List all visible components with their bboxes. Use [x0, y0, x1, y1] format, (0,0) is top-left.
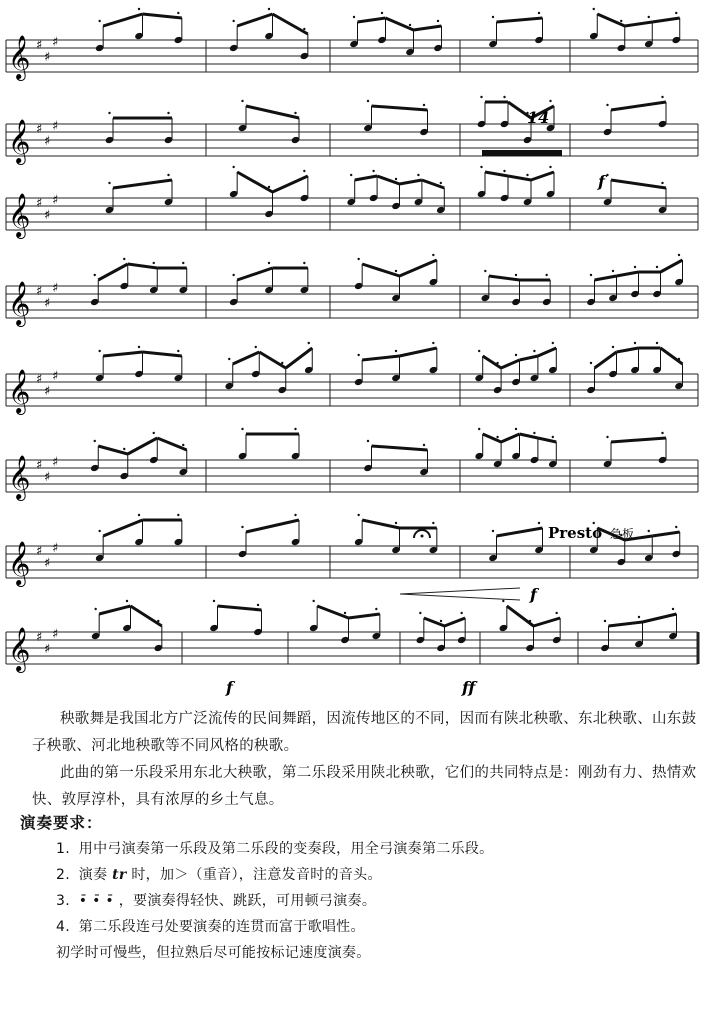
staccato-dot: [432, 342, 434, 344]
staccato-dot: [478, 428, 480, 430]
staccato-dot: [123, 448, 125, 450]
staccato-dot: [138, 514, 140, 516]
sharp-icon: ♯: [36, 458, 43, 473]
staccato-dot: [350, 174, 352, 176]
staccato-dot: [367, 440, 369, 442]
beam: [489, 276, 520, 280]
staccato-dot: [167, 112, 169, 114]
beam: [445, 618, 466, 626]
requirement-text: 用中弓演奏第一乐段及第二乐段的变奏段，用全弓演奏第二乐段。: [78, 841, 494, 857]
requirement-item-3: [56, 888, 493, 914]
sharp-icon: ♯: [52, 369, 59, 384]
staccato-dot: [395, 350, 397, 352]
beam: [349, 614, 380, 618]
staccato-dot: [98, 350, 100, 352]
staccato-dot: [108, 182, 110, 184]
staccato-dot: [268, 262, 270, 264]
staccato-dot: [672, 608, 674, 610]
beam: [103, 14, 142, 26]
staccato-dot: [648, 530, 650, 532]
beam: [507, 606, 534, 626]
beam: [372, 106, 428, 110]
treble-clef-icon: 𝄞: [8, 119, 31, 163]
beam: [661, 260, 683, 272]
beam: [273, 14, 308, 34]
staccato-dot: [432, 522, 434, 524]
staccato-dot: [593, 8, 595, 10]
staccato-dot: [612, 346, 614, 348]
beam: [131, 606, 162, 626]
staccato-dot: [503, 96, 505, 98]
beam: [128, 264, 158, 268]
staccato-dot: [232, 166, 234, 168]
beam: [483, 356, 501, 368]
sharp-icon: ♯: [36, 196, 43, 211]
treble-clef-icon: 𝄞: [8, 369, 31, 413]
staccato-dot: [515, 428, 517, 430]
dynamic-ff: ff: [462, 678, 476, 697]
staccato-dot: [440, 182, 442, 184]
staccato-dot: [648, 16, 650, 18]
staccato-dot: [460, 612, 462, 614]
beam: [520, 356, 538, 360]
beam: [362, 356, 399, 360]
staccato-dot: [437, 20, 439, 22]
score-labels: [225, 108, 634, 697]
beam: [218, 606, 262, 610]
beam: [143, 352, 182, 356]
staccato-dot: [177, 514, 179, 516]
treble-clef-icon: 𝄞: [8, 541, 31, 585]
requirements-heading: 演奏要求：: [20, 814, 103, 832]
staccato-dot: [312, 600, 314, 602]
staccato-dot: [480, 166, 482, 168]
beam: [643, 614, 677, 622]
staccato-dot: [367, 100, 369, 102]
staccato-dot: [612, 270, 614, 272]
trill-symbol: tr: [112, 867, 127, 883]
staccato-dot: [153, 432, 155, 434]
beam: [317, 606, 348, 618]
staccato-dot: [98, 20, 100, 22]
beam: [358, 18, 386, 22]
beam: [611, 102, 666, 110]
beam: [617, 348, 639, 352]
sharp-icon: ♯: [44, 134, 51, 149]
staccato-dot: [94, 274, 96, 276]
beam: [400, 260, 437, 276]
sharp-icon: ♯: [52, 455, 59, 470]
beam: [362, 264, 399, 276]
beam: [414, 26, 442, 30]
sharp-icon: ♯: [52, 119, 59, 134]
beam: [661, 348, 683, 364]
staccato-dot: [634, 266, 636, 268]
staccato-dot: [228, 358, 230, 360]
staccato-dot: [552, 436, 554, 438]
beam: [625, 22, 653, 26]
beam: [372, 446, 428, 450]
staccato-dot: [303, 262, 305, 264]
staccato-dot: [232, 20, 234, 22]
sharp-icon: ♯: [36, 372, 43, 387]
tempo-cn: 急板: [610, 527, 635, 541]
staccato-dot: [395, 522, 397, 524]
sharp-icon: ♯: [44, 384, 51, 399]
staccato-dot: [241, 526, 243, 528]
treble-clefs: [8, 35, 58, 673]
dynamic-f-3: f: [226, 678, 233, 697]
staccato-dot: [182, 444, 184, 446]
beam: [99, 606, 130, 614]
staccato-dot: [241, 428, 243, 430]
staccato-dot: [357, 354, 359, 356]
beam: [113, 180, 172, 188]
notes: [90, 8, 684, 652]
staccato-dot: [496, 436, 498, 438]
multi-rest-number: 14: [527, 108, 550, 127]
staccato-dot: [423, 104, 425, 106]
requirement-number: 1.: [56, 841, 70, 857]
staccato-dot: [432, 254, 434, 256]
staccato-dot: [549, 166, 551, 168]
sharp-icon: ♯: [36, 122, 43, 137]
beam: [286, 348, 313, 368]
staccato-dot: [294, 112, 296, 114]
staccato-dot: [538, 12, 540, 14]
staccato-dot: [94, 440, 96, 442]
beam: [98, 446, 128, 454]
staccato-dot: [661, 182, 663, 184]
beam: [237, 172, 272, 192]
staccato-dot: [606, 436, 608, 438]
beam: [611, 180, 666, 188]
staccato-dot: [268, 8, 270, 10]
beam: [386, 18, 414, 30]
beam: [246, 520, 299, 532]
beam: [534, 618, 561, 626]
sharp-icon: ♯: [44, 208, 51, 223]
beam: [483, 434, 501, 442]
sharp-icon: ♯: [36, 544, 43, 559]
staccato-dot: [484, 270, 486, 272]
staccato-dot: [478, 350, 480, 352]
staccato-dot: [177, 12, 179, 14]
beam: [508, 176, 531, 180]
staccato-dot: [606, 104, 608, 106]
beam: [237, 268, 272, 280]
staccato-dot: [492, 530, 494, 532]
staccato-dot: [552, 342, 554, 344]
staccato-dot: [294, 428, 296, 430]
sharp-icon: ♯: [52, 193, 59, 208]
staccato-dot: [381, 12, 383, 14]
beam: [237, 14, 272, 26]
beam: [501, 360, 519, 368]
staccato-dot: [353, 16, 355, 18]
beam: [143, 14, 182, 18]
structure-paragraph: 此曲的第一乐段采用东北大秧歌，第二乐段采用陕北秧歌，它们的共同特点是：刚劲有力、热情欢快、敦厚淳朴，具有浓厚的乡土气息。: [32, 765, 697, 808]
requirement-item-4: [56, 914, 493, 940]
dynamic-f-1: f: [598, 172, 605, 191]
beam: [520, 434, 538, 438]
beam: [617, 272, 639, 276]
requirement-item-2: [56, 862, 493, 888]
requirement-text: 第二乐段连弓处要演奏的连贯而富于歌唱性。: [78, 919, 365, 935]
staccato-dot: [303, 170, 305, 172]
staccato-dot: [308, 342, 310, 344]
staccato-dot: [604, 620, 606, 622]
staccato-dot: [241, 100, 243, 102]
beam: [609, 622, 643, 626]
staccato-dot: [656, 342, 658, 344]
beam: [652, 532, 680, 536]
requirement-number: 2.: [56, 867, 70, 883]
staccato-dot: [375, 608, 377, 610]
beam: [98, 264, 128, 280]
staccato-dot: [138, 8, 140, 10]
requirements-list: [56, 836, 493, 940]
requirement-number: 3.: [56, 893, 70, 909]
beam: [259, 352, 286, 368]
staccato-dot: [661, 96, 663, 98]
staccato-dot: [167, 174, 169, 176]
staccato-dot: [634, 342, 636, 344]
beam: [531, 172, 554, 180]
staccato-dot: [526, 174, 528, 176]
staccato-dot: [417, 174, 419, 176]
sharp-icon: ♯: [36, 630, 43, 645]
staccato-symbol: •̄ •̄ •̄: [78, 893, 114, 909]
requirement-item-1: [56, 836, 493, 862]
sharp-icon: ♯: [36, 38, 43, 53]
staccato-dot: [257, 604, 259, 606]
fermata-dot: [421, 535, 424, 538]
treble-clef-icon: 𝄞: [8, 627, 31, 671]
staccato-dot: [515, 354, 517, 356]
staccato-dot: [656, 266, 658, 268]
treble-clef-icon: 𝄞: [8, 455, 31, 499]
staccato-dot: [153, 262, 155, 264]
beam: [128, 438, 158, 454]
sharp-icon: ♯: [52, 627, 59, 642]
beam: [400, 348, 437, 356]
staccato-dot: [177, 350, 179, 352]
beam: [497, 18, 543, 22]
staccato-dot: [606, 174, 608, 176]
requirement-number: 4.: [56, 919, 70, 935]
sharp-icon: ♯: [36, 284, 43, 299]
sharp-icon: ♯: [44, 556, 51, 571]
beam: [233, 352, 260, 364]
staff-lines: [6, 40, 698, 664]
staccato-dot: [620, 20, 622, 22]
beam: [273, 176, 308, 192]
staccato-dot: [502, 600, 504, 602]
staccato-dot: [661, 432, 663, 434]
staccato-dot: [492, 16, 494, 18]
staccato-dot: [182, 262, 184, 264]
sharp-icon: ♯: [44, 642, 51, 657]
beam: [497, 528, 543, 536]
beam: [538, 438, 556, 442]
sharp-icon: ♯: [44, 296, 51, 311]
treble-clef-icon: 𝄞: [8, 193, 31, 237]
staccato-dot: [675, 526, 677, 528]
staccato-dot: [409, 24, 411, 26]
beam: [362, 520, 399, 528]
requirement-text-post: ，要演奏得轻快、跳跃，可用顿弓演奏。: [118, 893, 377, 909]
staccato-dot: [533, 350, 535, 352]
staccato-dot: [678, 254, 680, 256]
sharp-icon: ♯: [52, 35, 59, 50]
beam: [538, 348, 556, 356]
diminuendo-hairpin: [400, 588, 520, 600]
requirement-text-pre: 演奏: [78, 867, 108, 883]
beam: [611, 438, 666, 442]
beam: [103, 352, 142, 356]
staccato-dot: [232, 274, 234, 276]
beam: [103, 520, 142, 536]
staccato-dot: [538, 522, 540, 524]
requirement-text-post: 时，加＞（重音），注意发音时的音头。: [131, 867, 382, 883]
staccato-dot: [126, 600, 128, 602]
beam: [400, 180, 422, 184]
staccato-dot: [395, 178, 397, 180]
staccato-dot: [515, 274, 517, 276]
treble-clef-icon: 𝄞: [8, 35, 31, 79]
staccato-dot: [357, 258, 359, 260]
staccato-dot: [675, 12, 677, 14]
staccato-dot: [590, 274, 592, 276]
intro-paragraph: 秧歌舞是我国北方广泛流传的民间舞蹈，因流传地区的不同，因而有陕北秧歌、东北秧歌、山东鼓子秧歌、河北地秧歌等不同风格的秧歌。: [32, 711, 697, 754]
staccato-dot: [357, 514, 359, 516]
staccato-dot: [440, 620, 442, 622]
dynamic-f-2: f: [530, 585, 537, 604]
tempo-presto: Presto: [548, 524, 603, 542]
staccato-dot: [94, 608, 96, 610]
sharp-icon: ♯: [52, 281, 59, 296]
staccato-dot: [294, 514, 296, 516]
staccato-dot: [344, 612, 346, 614]
staccato-dot: [108, 112, 110, 114]
staccato-dot: [545, 274, 547, 276]
treble-clef-icon: 𝄞: [8, 281, 31, 325]
staccato-dot: [638, 616, 640, 618]
staccato-dot: [395, 270, 397, 272]
staccato-dot: [419, 612, 421, 614]
beam: [355, 176, 377, 180]
beam: [652, 18, 680, 22]
staccato-dot: [590, 362, 592, 364]
staccato-dot: [138, 346, 140, 348]
multi-rest-bar: [482, 150, 562, 156]
beam: [595, 276, 617, 280]
staccato-dot: [123, 258, 125, 260]
beam: [157, 438, 187, 450]
staccato-dot: [372, 170, 374, 172]
sharp-icon: ♯: [44, 470, 51, 485]
staccato-dot: [213, 600, 215, 602]
staccato-dot: [555, 612, 557, 614]
staccato-dot: [98, 530, 100, 532]
staccato-dot: [503, 170, 505, 172]
closing-note: 初学时可慢些，但拉熟后尽可能按标记速度演奏。: [56, 945, 371, 961]
beam: [595, 352, 617, 368]
staccato-dot: [533, 432, 535, 434]
staccato-dot: [423, 444, 425, 446]
sharp-icon: ♯: [52, 541, 59, 556]
sharp-icon: ♯: [44, 50, 51, 65]
staccato-dot: [549, 100, 551, 102]
staccato-dot: [255, 346, 257, 348]
beam: [485, 172, 508, 176]
staccato-dot: [480, 96, 482, 98]
beam: [246, 106, 299, 118]
beam: [501, 434, 519, 442]
